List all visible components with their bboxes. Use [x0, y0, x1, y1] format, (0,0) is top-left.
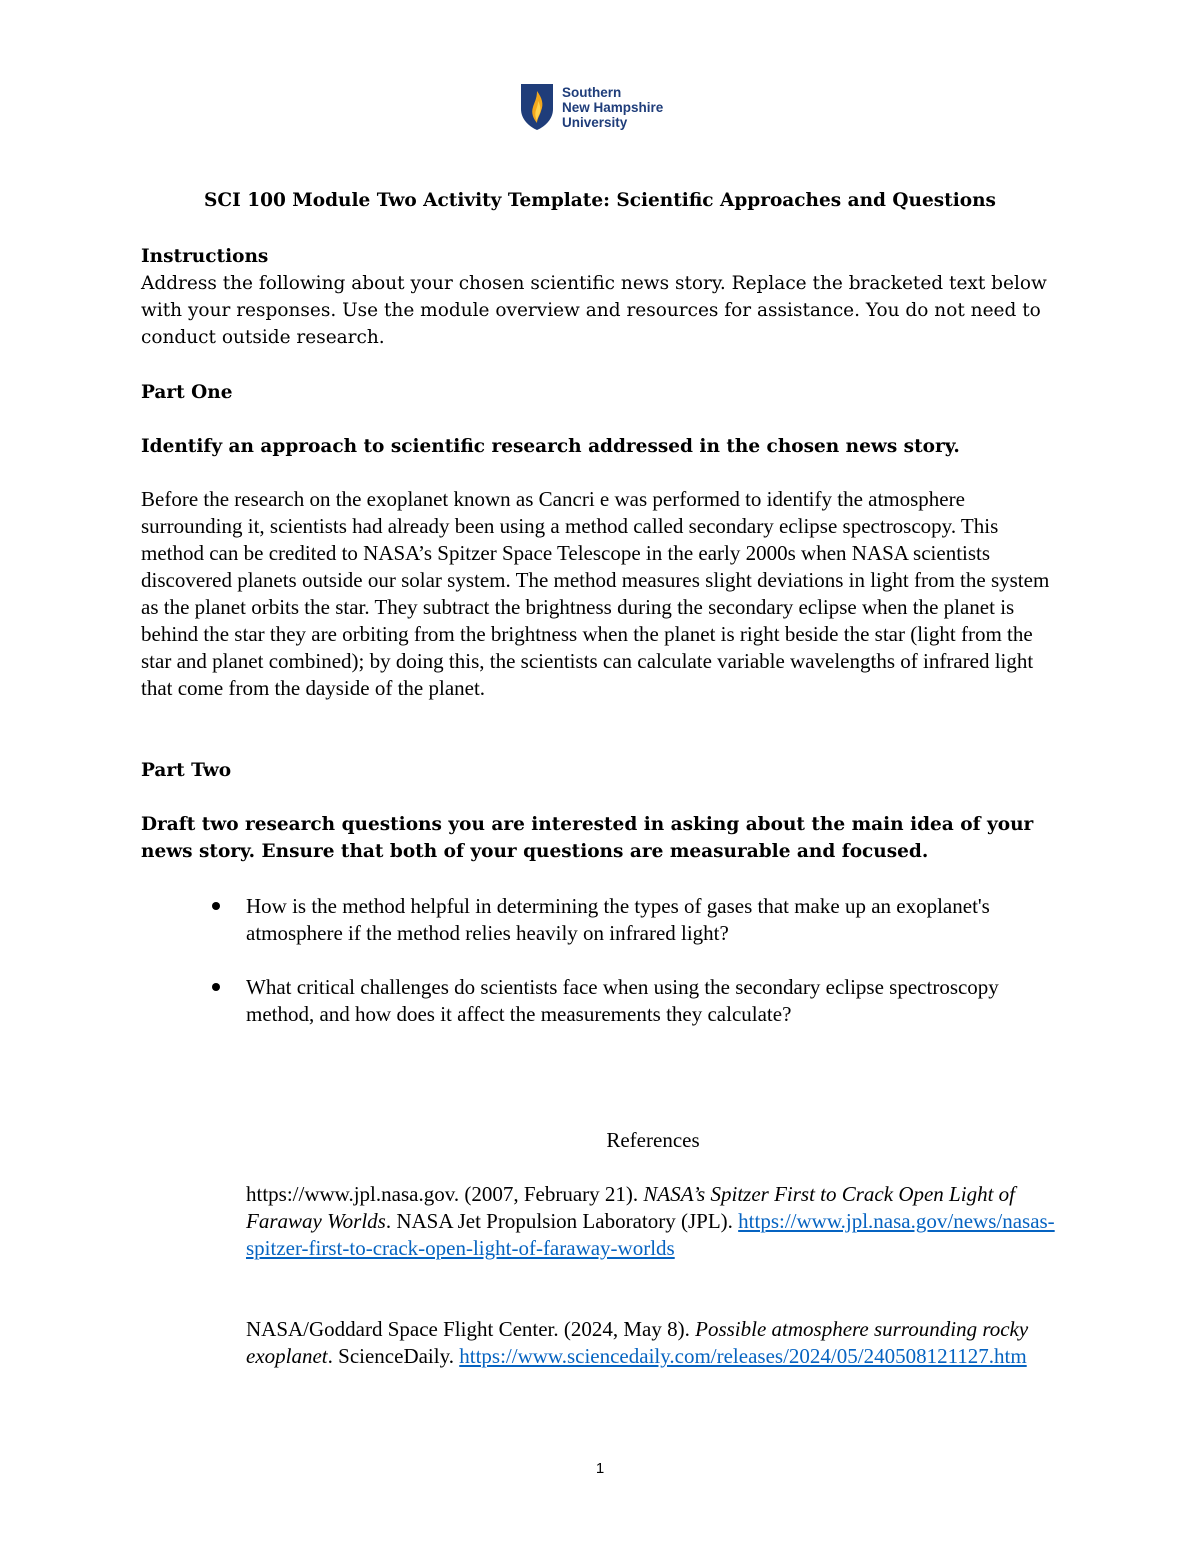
page-number: 1	[595, 1460, 605, 1477]
reference-link[interactable]: https://www.jpl.nasa.gov/news/nasas-spitzer-first-to-crack-open-light-of-faraway-worlds	[246, 1209, 1055, 1260]
logo-line-2: New Hampshire	[562, 99, 664, 115]
instructions-heading: Instructions	[141, 246, 269, 267]
bullet-icon	[212, 983, 220, 991]
part-one-heading: Part One	[141, 382, 233, 403]
reference-lead: https://www.jpl.nasa.gov. (2007, February 21).	[246, 1182, 644, 1206]
reference-title: Possible atmosphere surrounding rocky exoplanet	[246, 1317, 1029, 1368]
part-one-response: Before the research on the exoplanet known as Cancri e was performed to identify the atmosphere surrounding it, scientists had already been using a method called secondary eclipse spectroscopy. This method can be credited to NASA’s Spitzer Space Telescope in the early 2000s when NASA scientists discovered planets outside our solar system. The method measures slight deviations in light from the system as the planet orbits the star. They subtract the brightness during the secondary eclipse when the planet is behind the star they are orbiting from the brightness when the planet is right beside the star (light from the star and planet combined); by doing this, the scientists can calculate variable wavelengths of infrared light that come from the dayside of the planet.	[141, 487, 1050, 700]
question-text: How is the method helpful in determining the types of gases that make up an exoplanet's atmosphere if the method relies heavily on infrared light?	[246, 894, 990, 945]
logo-line-1: Southern	[562, 84, 622, 100]
part-two-prompt: Draft two research questions you are interested in asking about the main idea of your news story. Ensure that both of your questions are measurable and focused.	[141, 814, 1034, 862]
reference-title: NASA’s Spitzer First to Crack Open Light of Faraway Worlds	[246, 1182, 1015, 1233]
research-questions-list	[208, 893, 1068, 1055]
document-title: SCI 100 Module Two Activity Template: Scientific Approaches and Questions	[204, 190, 996, 211]
reference-tail: . NASA Jet Propulsion Laboratory (JPL).	[385, 1209, 733, 1233]
references-heading: References	[606, 1128, 700, 1152]
logo-wordmark	[562, 85, 663, 130]
reference-tail: . ScienceDaily.	[327, 1344, 454, 1368]
instructions-section	[141, 243, 1061, 351]
instructions-text: Address the following about your chosen scientific news story. Replace the bracketed text below with your responses. Use the module overview and resources for assistance. You do not need to conduct outside research.	[141, 273, 1047, 348]
question-text: What critical challenges do scientists face when using the secondary eclipse spectroscopy method, and how does it affect the measurements they calculate?	[246, 975, 999, 1026]
reference-entry-2	[246, 1316, 1056, 1370]
part-two-heading: Part Two	[141, 760, 232, 781]
logo-line-3: University	[562, 114, 628, 130]
shield-flame-icon	[520, 83, 554, 131]
list-item	[208, 974, 1068, 1028]
part-one-prompt: Identify an approach to scientific research addressed in the chosen news story.	[141, 436, 960, 457]
bullet-icon	[212, 902, 220, 910]
list-item	[208, 893, 1068, 947]
reference-link[interactable]: https://www.sciencedaily.com/releases/2024/05/240508121127.htm	[459, 1344, 1027, 1368]
university-logo	[520, 83, 663, 131]
reference-lead: NASA/Goddard Space Flight Center. (2024, May 8).	[246, 1317, 696, 1341]
reference-entry-1	[246, 1181, 1056, 1262]
